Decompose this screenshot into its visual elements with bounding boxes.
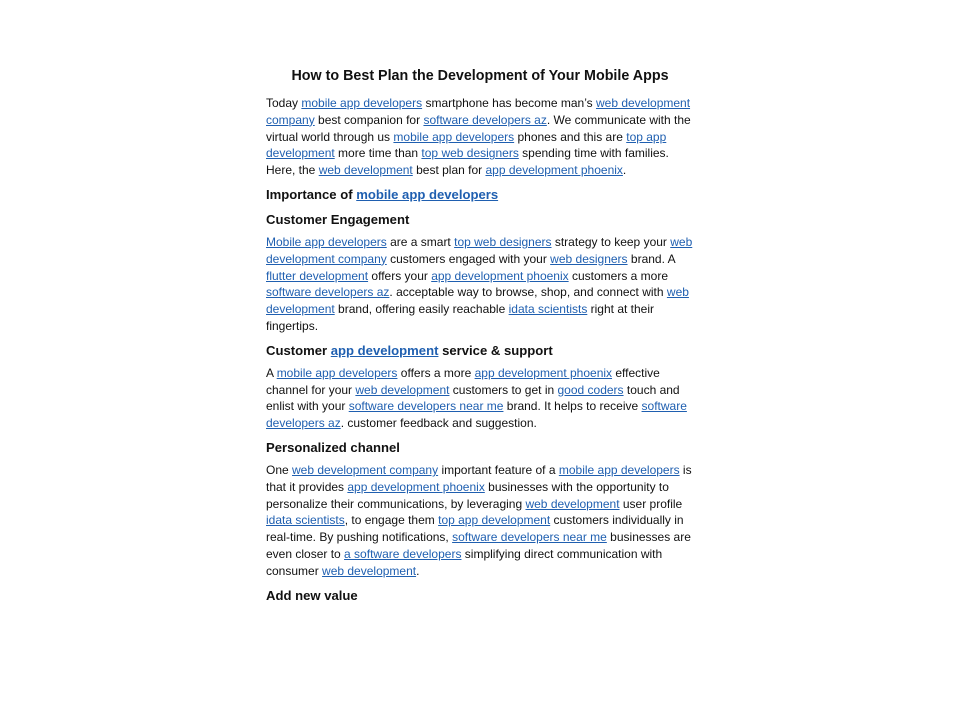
text-run: touch and enlist with your — [266, 382, 680, 414]
text-run: , to engage them — [344, 513, 439, 528]
hyperlink[interactable]: app development phoenix — [485, 163, 623, 178]
text-run: more time than — [334, 146, 422, 161]
heading-personalized-channel — [266, 439, 694, 457]
hyperlink[interactable]: app development phoenix — [431, 268, 569, 283]
text-run: smartphone has become man’s — [422, 96, 596, 110]
text-run: user profile — [619, 496, 683, 511]
heading-add-new-value — [266, 587, 694, 605]
text-run: businesses are even closer to — [266, 530, 691, 561]
hyperlink[interactable]: web designers — [550, 251, 628, 266]
text-run: One — [266, 462, 293, 477]
text-run: . — [622, 163, 627, 178]
hyperlink[interactable]: mobile app developers — [356, 186, 499, 202]
text-run: Customer — [266, 342, 331, 358]
text-run: . We communicate with the virtual world through us — [266, 112, 691, 144]
text-run: Personalized channel — [266, 439, 400, 455]
hyperlink[interactable]: software developers az — [266, 399, 687, 431]
heading-customer-support — [266, 342, 694, 360]
hyperlink[interactable]: flutter development — [266, 268, 369, 283]
text-run: Customer Engagement — [266, 211, 410, 227]
hyperlink[interactable]: web development — [355, 382, 450, 397]
text-run: customers engaged with your — [386, 251, 551, 266]
hyperlink[interactable]: top web designers — [421, 146, 519, 161]
hyperlink[interactable]: web development company — [292, 462, 439, 477]
hyperlink[interactable]: app development phoenix — [474, 365, 613, 380]
text-run: offers your — [368, 268, 432, 283]
hyperlink[interactable]: web development — [318, 163, 413, 178]
text-run: . acceptable way to browse, shop, and connect with — [389, 285, 667, 300]
text-run: offers a more — [397, 365, 475, 380]
hyperlink[interactable]: software developers az — [266, 285, 390, 300]
text-run: important feature of a — [438, 462, 559, 477]
hyperlink[interactable]: top app development — [438, 513, 551, 528]
hyperlink[interactable]: web development — [322, 563, 417, 578]
support-paragraph — [266, 365, 694, 432]
text-run: customers to get in — [449, 382, 558, 397]
heading-importance — [266, 186, 694, 204]
hyperlink[interactable]: web development — [266, 285, 689, 317]
text-run: is that it provides — [266, 462, 692, 494]
document-page — [266, 64, 694, 605]
text-run: brand. It helps to receive — [503, 399, 642, 414]
text-run: phones and this are — [514, 129, 627, 144]
text-run: customers a more — [568, 268, 669, 283]
hyperlink[interactable]: top app development — [266, 129, 667, 161]
text-run: best plan for — [412, 163, 486, 178]
hyperlink[interactable]: web development — [525, 496, 620, 511]
text-run: right at their fingertips. — [266, 302, 655, 333]
hyperlink[interactable]: idata scientists — [508, 302, 588, 317]
heading-customer-engagement — [266, 211, 694, 229]
text-run: simplifying direct communication with consumer — [266, 546, 663, 578]
text-run: strategy to keep your — [551, 234, 671, 249]
hyperlink[interactable]: software developers near me — [452, 530, 607, 545]
document-title: How to Best Plan the Development of Your Mobile Apps — [291, 68, 669, 84]
text-run: Importance of — [266, 186, 357, 202]
text-run: best companion for — [314, 112, 424, 127]
text-run: . customer feedback and suggestion. — [340, 416, 537, 431]
hyperlink[interactable]: idata scientists — [266, 513, 345, 528]
hyperlink[interactable]: web development company — [266, 96, 691, 127]
text-run: customers individually in real-time. By pushing notifications, — [266, 513, 684, 545]
text-run: effective channel for your — [266, 365, 660, 397]
text-run: Add new value — [266, 587, 358, 603]
hyperlink[interactable]: mobile app developers — [276, 365, 398, 380]
hyperlink[interactable]: top web designers — [454, 234, 552, 249]
hyperlink[interactable]: web development company — [266, 234, 693, 266]
hyperlink[interactable]: mobile app developers — [393, 129, 515, 144]
personalized-paragraph — [266, 462, 694, 580]
text-run: businesses with the opportunity to personalize their communications, by leveraging — [266, 479, 669, 511]
hyperlink[interactable]: software developers az — [423, 112, 547, 127]
text-run: brand. A — [627, 251, 675, 266]
text-run: Today — [266, 96, 302, 110]
text-run: brand, offering easily reachable — [334, 302, 509, 317]
engagement-paragraph — [266, 234, 694, 335]
hyperlink[interactable]: software developers near me — [348, 399, 504, 414]
hyperlink[interactable]: a software developers — [344, 546, 462, 561]
hyperlink[interactable]: Mobile app developers — [266, 234, 387, 249]
text-run: spending time with families. Here, the — [266, 146, 669, 178]
hyperlink[interactable]: mobile app developers — [558, 462, 680, 477]
hyperlink[interactable]: mobile app developers — [301, 96, 423, 110]
hyperlink[interactable]: app development — [330, 342, 439, 358]
text-run: service & support — [438, 342, 553, 358]
intro-paragraph — [266, 95, 694, 179]
hyperlink[interactable]: app development phoenix — [347, 479, 485, 494]
text-run: A — [266, 365, 277, 380]
text-run: . — [416, 563, 420, 578]
text-run: are a smart — [386, 234, 455, 249]
hyperlink[interactable]: good coders — [557, 382, 624, 397]
